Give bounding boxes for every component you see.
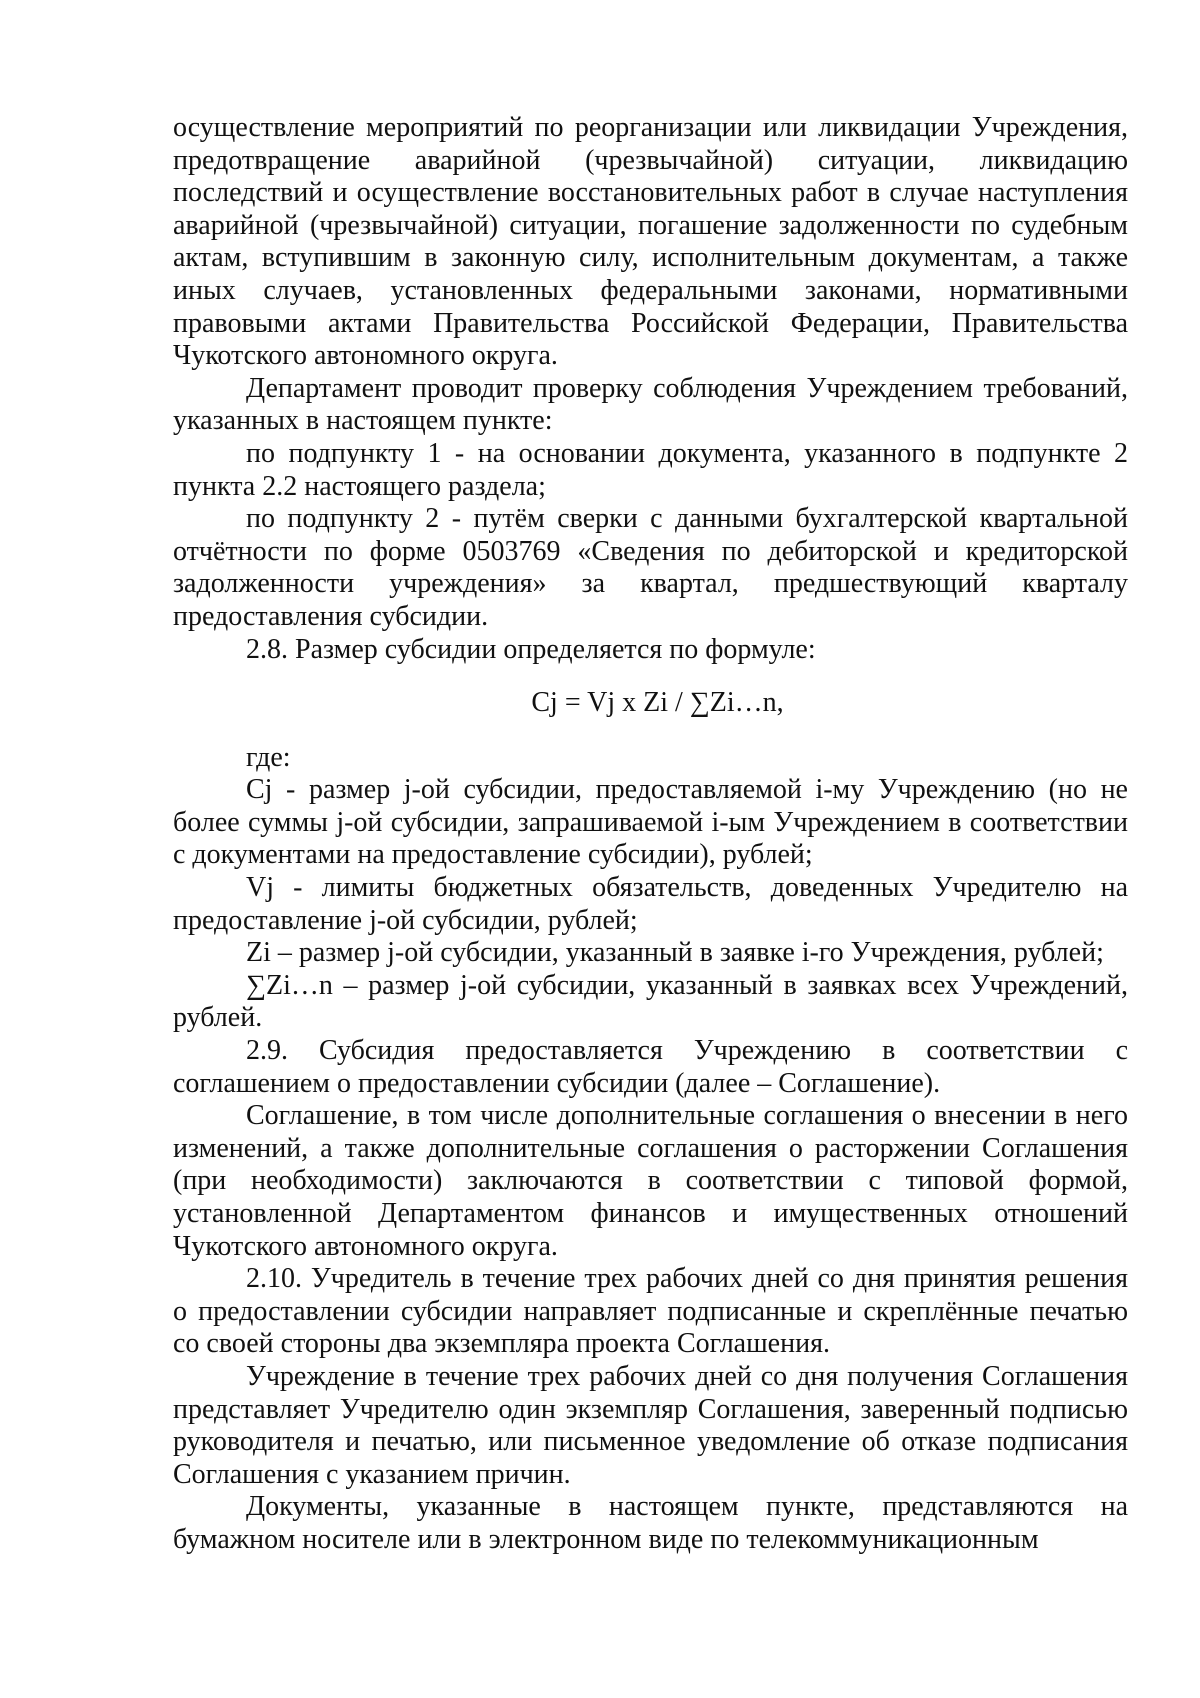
document-page — [173, 112, 1128, 1557]
definition-sum-zi: ∑Zi…n – размер j-ой субсидии, указанный в заявках всех Учреждений, рублей. — [173, 969, 1128, 1034]
definition-vj: Vj - лимиты бюджетных обязательств, доведенных Учредителю на предоставление j-ой субсидии, рублей; — [173, 872, 1128, 936]
definition-cj: Cj - размер j-ой субсидии, предоставляемой i-му Учреждению (но не более суммы j-ой субсидии, запрашиваемой i-ым Учреждением в соответствии с документами на предоставление субсидии), рублей; — [173, 774, 1128, 871]
definition-zi: Zi – размер j-ой субсидии, указанный в заявке i-го Учреждения, рублей; — [246, 937, 1104, 969]
paragraph-continuation: осуществление мероприятий по реорганизации или ликвидации Учреждения, предотвращение аварийной (чрезвычайной) ситуации, ликвидацию последствий и осуществление восстановительных работ в случае наступления аварийной (чрезвычайной) ситуации, погашение задолженности по судебным актам, вступившим в законную силу, исполнительным документам, а также иных случаев, установленных федеральными законами, нормативными правовыми актами Правительства Российской Федерации, Правительства Чукотского автономного округа. — [173, 112, 1128, 372]
paragraph-2-8: 2.8. Размер субсидии определяется по формуле: — [246, 633, 816, 665]
paragraph-agreement: Соглашение, в том числе дополнительные соглашения о внесении в него изменений, а также дополнительные соглашения о расторжении Соглашения (при необходимости) заключаются в соответствии с типовой формой, установленной Департаментом финансов и имущественных отношений Чукотского автономного округа. — [173, 1100, 1128, 1262]
paragraph-institution: Учреждение в течение трех рабочих дней со дня получения Соглашения представляет Учредителю один экземпляр Соглашения, заверенный подписью руководителя и печатью, или письменное уведомление об отказе подписания Соглашения с указанием причин. — [173, 1360, 1128, 1490]
paragraph-documents: Документы, указанные в настоящем пункте, представляются на бумажном носителе или в электронном виде по телекоммуникационным — [173, 1491, 1128, 1555]
paragraph-2-10: 2.10. Учредитель в течение трех рабочих дней со дня принятия решения о предоставлении субсидии направляет подписанные и скреплённые печатью со своей стороны два экземпляра проекта Соглашения. — [173, 1263, 1128, 1360]
paragraph-where: где: — [246, 741, 291, 773]
paragraph-subitem-2: по подпункту 2 - путём сверки с данными бухгалтерской квартальной отчётности по форме 0503769 «Сведения по дебиторской и кредиторской задолженности учреждения» за квартал, предшествующий кварталу предоставления субсидии. — [173, 503, 1128, 632]
paragraph-subitem-1: по подпункту 1 - на основании документа, указанного в подпункте 2 пункта 2.2 настоящего раздела; — [173, 437, 1128, 502]
subsidy-formula: Cj = Vj x Zi / ∑Zi…n, — [531, 687, 784, 719]
paragraph-2-9: 2.9. Субсидия предоставляется Учреждению в соответствии с соглашением о предоставлении субсидии (далее – Соглашение). — [173, 1035, 1128, 1099]
paragraph-department-check: Департамент проводит проверку соблюдения Учреждением требований, указанных в настоящем пункте: — [173, 372, 1128, 437]
